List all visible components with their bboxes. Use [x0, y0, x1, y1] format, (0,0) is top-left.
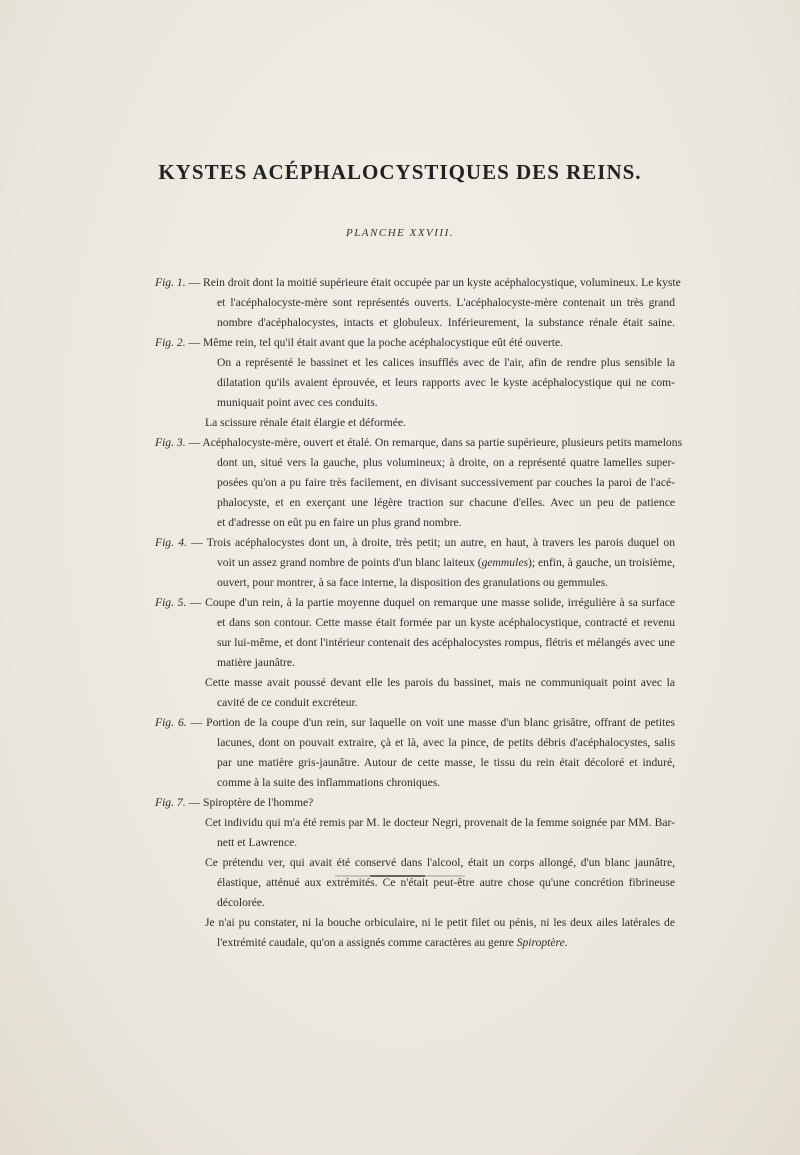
figure-entry-4	[155, 533, 675, 593]
figure-text-line: — Portion de la coupe d'un rein, sur laquelle on voit une masse d'un blanc grisâtre, offrant de petites	[190, 716, 675, 729]
figure-text-line: La scissure rénale était élargie et déformée.	[205, 416, 406, 429]
figure-label: Fig. 3.	[155, 436, 186, 449]
page-title: KYSTES ACÉPHALOCYSTIQUES DES REINS.	[158, 160, 642, 184]
figure-text-line: phalocyste, et en exerçant une légère traction sur chacune d'elles. Avec un peu de patience	[217, 496, 675, 509]
plate-heading: PLANCHE XXVIII.	[345, 227, 455, 239]
figure-text-line: — Trois acéphalocystes dont un, à droite, très petit; un autre, en haut, à travers les parois duquel on	[191, 536, 676, 549]
figure-text-line: — Spiroptère de l'homme?	[188, 796, 314, 809]
figure-entry-1	[155, 273, 681, 333]
figure-text-line: — Coupe d'un rein, à la partie moyenne duquel on remarque une masse solide, irrégulière à sa surface	[189, 596, 676, 609]
figure-entry-7	[155, 793, 675, 953]
figure-text-line: nett et Lawrence.	[217, 836, 298, 849]
figure-label: Fig. 7.	[155, 796, 186, 809]
figure-text-line: matière jaunâtre.	[217, 656, 295, 669]
figure-text-line: muniquait point avec ces conduits.	[217, 396, 378, 409]
figure-label: Fig. 1.	[155, 276, 186, 289]
figure-text-line: par une matière gris-jaunâtre. Autour de cette masse, le tissu du rein était décoloré et induré,	[217, 756, 675, 769]
figure-text-line: lacunes, dont on pouvait extraire, çà et là, avec la pince, de petits débris d'acéphalocystes, salis	[217, 736, 675, 749]
italic-term: gemmules	[481, 556, 528, 569]
figure-entry-5	[155, 593, 675, 713]
figure-text-line: nombre d'acéphalocystes, intacts et globuleux. Inférieurement, la substance rénale était saine.	[217, 316, 675, 329]
italic-term: Spiroptère	[516, 936, 565, 949]
figure-text-line: élastique, atténué aux extrémités. Ce n'était peut-être autre chose qu'une concrétion fibrineuse	[217, 876, 675, 889]
figure-label: Fig. 2.	[155, 336, 186, 349]
figure-text-line: — Même rein, tel qu'il était avant que la poche acéphalocystique eût été ouverte.	[188, 336, 564, 349]
figure-text-line: Ce prétendu ver, qui avait été conservé dans l'alcool, était un corps allongé, d'un blanc jaunâtre,	[205, 856, 675, 869]
figure-text-line: décolorée.	[217, 896, 265, 909]
figure-text-line: sur lui-même, et dont l'intérieur contenait des acéphalocystes rompus, flétris et mélangés avec une	[217, 636, 675, 649]
figure-text-line: et d'adresse on eût pu en faire un plus grand nombre.	[217, 516, 462, 529]
figure-text-line: posées qu'on a pu faire très facilement, en divisant successivement par couches la paroi de l'acé-	[217, 476, 675, 489]
figure-text-line: ouvert, pour montrer, à sa face interne, la disposition des granulations ou gemmules.	[217, 576, 609, 589]
figure-text-line: — Acéphalocyste-mère, ouvert et étalé. On remarque, dans sa partie supérieure, plusieurs petits mamelons	[188, 436, 683, 449]
figure-entry-3	[155, 433, 683, 533]
figure-text-line: cavité de ce conduit excréteur.	[217, 696, 358, 709]
figure-text-line: On a représenté le bassinet et les calices insufflés avec de l'air, afin de rendre plus sensible la	[217, 356, 675, 369]
figure-text-line: Cet individu qui m'a été remis par M. le docteur Negri, provenait de la femme soignée par MM. Bar-	[205, 816, 675, 829]
figure-text-line: voit un assez grand nombre de points d'un blanc laiteux (gemmules); enfin, à gauche, un troisième,	[217, 556, 675, 569]
figure-text-line: dont un, situé vers la gauche, plus volumineux; à droite, on a représenté quatre lamelles super-	[217, 456, 675, 469]
figure-text-line: — Rein droit dont la moitié supérieure était occupée par un kyste acéphalocystique, volumineux. Le kyste	[188, 276, 681, 289]
figure-text-line: et l'acéphalocyste-mère sont représentés ouverts. L'acéphalocyste-mère contenait un très grand	[217, 296, 675, 309]
figure-descriptions	[155, 273, 683, 953]
figure-entry-6	[155, 713, 675, 793]
figure-text-line: dilatation qu'ils avaient éprouvée, et leurs rapports avec le kyste acéphalocystique qui ne com-	[217, 376, 675, 389]
figure-text-line: comme à la suite des inflammations chroniques.	[217, 776, 441, 789]
figure-label: Fig. 6.	[155, 716, 187, 729]
end-ornament-rule	[335, 875, 465, 877]
figure-label: Fig. 4.	[155, 536, 187, 549]
figure-text-line: et dans son contour. Cette masse était formée par un kyste acéphalocystique, contracté et revenu	[217, 616, 675, 629]
figure-label: Fig. 5.	[155, 596, 187, 609]
figure-text-line: Je n'ai pu constater, ni la bouche orbiculaire, ni le petit filet ou pénis, ni les deux ailes latérales de	[205, 916, 675, 929]
figure-text-line: Cette masse avait poussé devant elle les parois du bassinet, mais ne communiquait point avec la	[205, 676, 675, 689]
figure-entry-2	[155, 333, 675, 433]
figure-text-line: l'extrémité caudale, qu'on a assignés comme caractères au genre Spiroptère.	[217, 936, 568, 949]
